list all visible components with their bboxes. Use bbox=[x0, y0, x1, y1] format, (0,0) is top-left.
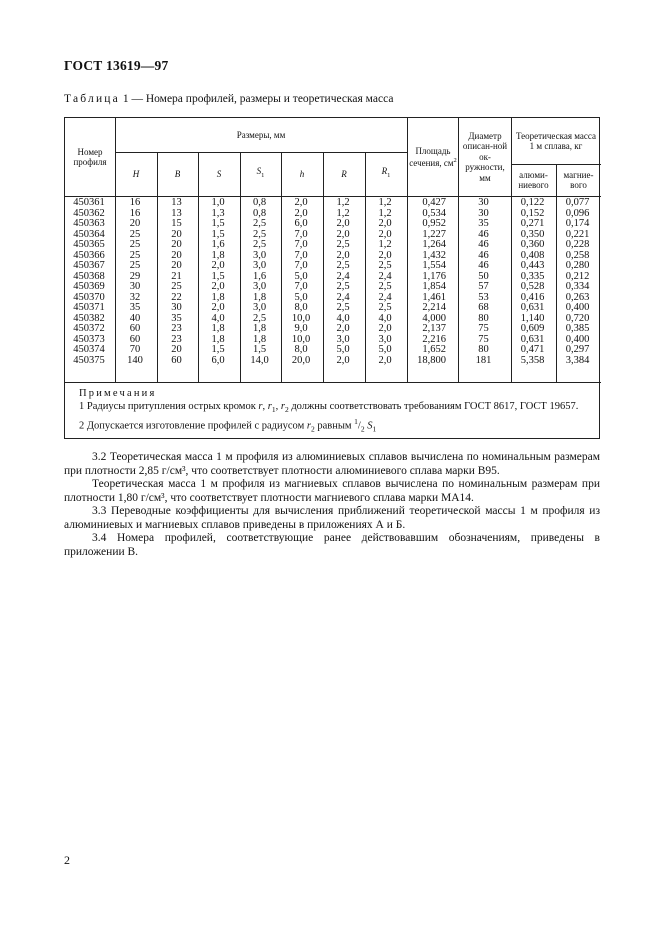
cell-h-6: 7,0 bbox=[294, 260, 308, 271]
header-S1 bbox=[240, 152, 281, 196]
cell-S-8: 2,0 bbox=[211, 281, 225, 292]
cell-S-0: 1,0 bbox=[211, 197, 225, 208]
cell-diameter-4: 46 bbox=[478, 239, 489, 250]
cell-S1-2: 2,5 bbox=[252, 218, 267, 229]
cell-H-15: 140 bbox=[127, 354, 143, 366]
table-caption-label: Таблица bbox=[64, 93, 120, 105]
cell-h-0: 2,0 bbox=[294, 197, 308, 208]
cell-magnesium-14: 0,297 bbox=[565, 344, 590, 355]
cell-h-10: 8,0 bbox=[294, 302, 308, 313]
cell-S1-5: 3,0 bbox=[252, 249, 267, 261]
cell-R1-2: 2,0 bbox=[378, 218, 392, 229]
cell-H-14: 70 bbox=[129, 344, 141, 355]
cell-profile-8: 450369 bbox=[73, 281, 105, 292]
cell-magnesium-0: 0,077 bbox=[565, 197, 590, 208]
note-1-r2: r bbox=[280, 400, 285, 412]
cell-R-3: 2,0 bbox=[336, 228, 350, 240]
cell-R1-12: 2,0 bbox=[378, 323, 392, 334]
cell-profile-7: 450368 bbox=[73, 270, 105, 282]
header-R bbox=[323, 152, 365, 196]
cell-magnesium-12: 0,385 bbox=[565, 323, 590, 334]
cell-R-9: 2,4 bbox=[336, 291, 350, 303]
column-diameter bbox=[457, 198, 510, 366]
cell-diameter-5: 46 bbox=[478, 249, 489, 261]
cell-R-1: 1,2 bbox=[336, 207, 350, 219]
cell-magnesium-10: 0,400 bbox=[565, 302, 590, 313]
cell-H-10: 35 bbox=[129, 302, 141, 313]
cell-area-13: 2,216 bbox=[422, 333, 446, 345]
cell-S1-9: 1,8 bbox=[252, 291, 267, 303]
cell-S-12: 1,8 bbox=[211, 323, 225, 334]
note-1-r: r bbox=[258, 400, 263, 412]
cell-R1-14: 5,0 bbox=[378, 344, 392, 355]
header-S bbox=[198, 152, 240, 196]
cell-profile-12: 450372 bbox=[73, 323, 105, 334]
header-H-label: H bbox=[132, 168, 140, 179]
cell-H-7: 29 bbox=[129, 270, 141, 282]
header-H bbox=[115, 152, 157, 196]
table-notes bbox=[67, 388, 597, 436]
cell-R1-9: 2,4 bbox=[378, 291, 392, 303]
cell-S-1: 1,3 bbox=[211, 207, 225, 219]
cell-R-7: 2,4 bbox=[336, 270, 350, 282]
cell-B-11: 35 bbox=[171, 312, 182, 324]
cell-S-9: 1,8 bbox=[211, 291, 225, 303]
cell-magnesium-4: 0,228 bbox=[565, 239, 590, 250]
cell-B-4: 20 bbox=[171, 239, 182, 250]
cell-H-6: 25 bbox=[129, 260, 141, 271]
cell-aluminum-4: 0,360 bbox=[520, 239, 545, 250]
paragraph-3-2: 3.2 Теоретическая масса 1 м профиля из алюминиевых сплавов вычислена по номинальным размерам при плотности 2,85 г/см³, что соответствует плотности алюминиевого сплава марки В95. bbox=[64, 451, 600, 477]
cell-R1-6: 2,5 bbox=[378, 260, 392, 271]
header-h bbox=[281, 152, 323, 196]
cell-S-13: 1,8 bbox=[211, 333, 225, 345]
cell-h-13: 10,0 bbox=[291, 333, 311, 345]
cell-S-11: 4,0 bbox=[211, 312, 225, 324]
cell-magnesium-8: 0,334 bbox=[565, 281, 590, 292]
cell-h-9: 5,0 bbox=[294, 291, 308, 303]
column-area bbox=[406, 198, 446, 366]
cell-aluminum-2: 0,271 bbox=[520, 218, 545, 229]
cell-aluminum-11: 1,140 bbox=[520, 312, 545, 324]
cell-aluminum-6: 0,443 bbox=[520, 260, 545, 271]
cell-diameter-11: 80 bbox=[478, 312, 489, 324]
cell-H-4: 25 bbox=[129, 239, 141, 250]
cell-R-6: 2,5 bbox=[336, 260, 350, 271]
cell-R-5: 2,0 bbox=[336, 249, 350, 261]
header-magnesium: магние-вого bbox=[563, 169, 594, 190]
cell-profile-10: 450371 bbox=[73, 302, 105, 313]
table-caption-text: 1 — Номера профилей, размеры и теоретическая масса bbox=[119, 93, 394, 105]
cell-magnesium-11: 0,720 bbox=[565, 312, 590, 324]
cell-R1-11: 4,0 bbox=[378, 312, 392, 324]
column-R1 bbox=[364, 198, 406, 366]
cell-profile-4: 450365 bbox=[73, 239, 105, 250]
cell-S1-13: 1,8 bbox=[252, 333, 267, 345]
cell-area-4: 1,264 bbox=[422, 239, 446, 250]
cell-h-14: 8,0 bbox=[294, 344, 308, 355]
note-2-r2-sub: 2 bbox=[310, 424, 315, 434]
header-h-label: h bbox=[299, 168, 305, 179]
column-magnesium bbox=[555, 198, 600, 366]
cell-area-6: 1,554 bbox=[422, 260, 446, 271]
column-H bbox=[114, 198, 156, 366]
cell-S-15: 6,0 bbox=[211, 354, 225, 366]
cell-magnesium-7: 0,212 bbox=[565, 270, 590, 282]
cell-area-9: 1,461 bbox=[422, 291, 446, 303]
cell-area-14: 1,652 bbox=[422, 344, 446, 355]
note-1 bbox=[67, 401, 597, 417]
cell-H-3: 25 bbox=[129, 228, 141, 240]
cell-R1-15: 2,0 bbox=[378, 354, 392, 366]
cell-area-3: 1,227 bbox=[422, 228, 446, 240]
cell-area-12: 2,137 bbox=[422, 323, 446, 334]
note-2-frac-num: 1 bbox=[354, 417, 358, 427]
cell-diameter-15: 181 bbox=[475, 354, 492, 366]
note-1-text-a: 1 Радиусы притупления острых кромок bbox=[79, 400, 259, 412]
cell-h-7: 5,0 bbox=[294, 270, 308, 282]
cell-S1-3: 2,5 bbox=[252, 228, 267, 240]
cell-aluminum-10: 0,631 bbox=[520, 302, 545, 313]
cell-aluminum-1: 0,152 bbox=[520, 207, 545, 219]
cell-area-1: 0,534 bbox=[422, 207, 446, 219]
cell-R1-8: 2,5 bbox=[378, 281, 392, 292]
cell-profile-14: 450374 bbox=[73, 344, 105, 355]
cell-S-14: 1,5 bbox=[211, 344, 225, 355]
cell-S1-14: 1,5 bbox=[252, 344, 267, 355]
cell-S-2: 1,5 bbox=[211, 218, 225, 229]
cell-R1-10: 2,5 bbox=[378, 302, 392, 313]
cell-diameter-10: 68 bbox=[478, 302, 489, 313]
cell-area-7: 1,176 bbox=[422, 270, 446, 282]
cell-S1-11: 2,5 bbox=[252, 312, 267, 324]
cell-H-2: 20 bbox=[129, 218, 141, 229]
cell-magnesium-5: 0,258 bbox=[565, 249, 590, 261]
header-S1-label: S bbox=[256, 166, 262, 177]
cell-diameter-7: 50 bbox=[478, 270, 489, 282]
cell-R-4: 2,5 bbox=[336, 239, 350, 250]
cell-H-11: 40 bbox=[129, 312, 141, 324]
cell-diameter-8: 57 bbox=[478, 281, 489, 292]
cell-R-8: 2,5 bbox=[336, 281, 350, 292]
cell-H-9: 32 bbox=[129, 291, 141, 303]
cell-R-10: 2,5 bbox=[336, 302, 350, 313]
note-2-frac-slash: / bbox=[357, 420, 361, 432]
cell-B-2: 15 bbox=[171, 218, 182, 229]
cell-profile-6: 450367 bbox=[73, 260, 105, 271]
cell-R1-0: 1,2 bbox=[378, 197, 392, 208]
header-B-label: B bbox=[174, 168, 181, 179]
cell-R-0: 1,2 bbox=[336, 197, 350, 208]
cell-B-9: 22 bbox=[171, 291, 182, 303]
cell-profile-15: 450375 bbox=[73, 354, 105, 366]
cell-R-15: 2,0 bbox=[336, 354, 350, 366]
cell-aluminum-8: 0,528 bbox=[520, 281, 545, 292]
cell-h-3: 7,0 bbox=[294, 228, 308, 240]
cell-aluminum-9: 0,416 bbox=[520, 291, 545, 303]
header-S-label: S bbox=[216, 168, 222, 179]
cell-S1-12: 1,8 bbox=[252, 323, 267, 334]
paragraph-magnesium-mass: Теоретическая масса 1 м профиля из магниевых сплавов вычислена по номинальным размерам при плотности 1,80 г/см³, что соответствует плотности магниевого сплава марки МА14. bbox=[64, 478, 600, 504]
cell-S-5: 1,8 bbox=[211, 249, 225, 261]
note-2-s: S bbox=[364, 420, 373, 432]
header-aluminum: алюми-ниевого bbox=[518, 169, 549, 190]
note-1-r1: r bbox=[267, 400, 272, 412]
cell-aluminum-12: 0,609 bbox=[520, 323, 545, 334]
rule-notes-top bbox=[65, 382, 601, 383]
cell-B-0: 13 bbox=[171, 197, 182, 208]
cell-area-2: 0,952 bbox=[422, 218, 446, 229]
column-R bbox=[322, 198, 364, 366]
cell-B-12: 23 bbox=[171, 323, 182, 334]
cell-area-10: 2,214 bbox=[422, 302, 446, 313]
cell-h-8: 7,0 bbox=[294, 281, 308, 292]
cell-profile-9: 450370 bbox=[73, 291, 105, 303]
cell-h-4: 7,0 bbox=[294, 239, 308, 250]
cell-S1-8: 3,0 bbox=[252, 281, 267, 292]
cell-h-1: 2,0 bbox=[294, 207, 308, 219]
body-text bbox=[64, 451, 600, 559]
cell-H-13: 60 bbox=[129, 333, 141, 345]
cell-area-15: 18,800 bbox=[417, 354, 446, 366]
cell-aluminum-7: 0,335 bbox=[520, 270, 545, 282]
note-2-frac-den: 2 bbox=[360, 424, 365, 434]
column-aluminum bbox=[510, 198, 555, 366]
column-S1 bbox=[239, 198, 280, 366]
cell-area-5: 1,432 bbox=[422, 249, 446, 261]
column-B bbox=[156, 198, 197, 366]
note-2-text-a: 2 Допускается изготовление профилей с радиусом bbox=[79, 420, 307, 432]
note-2-s-sub: 1 bbox=[372, 424, 377, 434]
note-2 bbox=[67, 416, 597, 436]
cell-profile-1: 450362 bbox=[73, 207, 105, 219]
cell-H-8: 30 bbox=[129, 281, 141, 292]
cell-diameter-6: 46 bbox=[478, 260, 489, 271]
cell-area-11: 4,000 bbox=[422, 312, 446, 324]
cell-R1-4: 1,2 bbox=[378, 239, 392, 250]
cell-diameter-14: 80 bbox=[478, 344, 489, 355]
cell-h-2: 6,0 bbox=[294, 218, 308, 229]
cell-magnesium-13: 0,400 bbox=[565, 333, 590, 345]
header-mass: Теоретическая масса 1 м сплава, кг bbox=[516, 130, 596, 151]
paragraph-3-3: 3.3 Переводные коэффициенты для вычисления приближений теоретической массы 1 м профиля из алюминиевых и магниевых сплавов приведены в приложениях А и Б. bbox=[64, 505, 600, 531]
cell-R-12: 2,0 bbox=[336, 323, 350, 334]
cell-profile-13: 450373 bbox=[73, 333, 105, 345]
cell-profile-11: 450382 bbox=[73, 312, 105, 324]
cell-magnesium-6: 0,280 bbox=[565, 260, 590, 271]
cell-magnesium-15: 3,384 bbox=[565, 354, 590, 366]
cell-S1-0: 0,8 bbox=[252, 197, 267, 208]
cell-diameter-13: 75 bbox=[478, 333, 489, 345]
paragraph-3-4: 3.4 Номера профилей, соответствующие ранее действовавшим обозначениям, приведены в приложении В. bbox=[64, 532, 600, 558]
cell-R1-1: 1,2 bbox=[378, 207, 392, 219]
cell-S-10: 2,0 bbox=[211, 302, 225, 313]
header-R1-label: R bbox=[381, 166, 388, 177]
cell-diameter-2: 35 bbox=[478, 218, 489, 229]
header-area-label: Площадь сечения, см bbox=[409, 145, 454, 168]
header-diameter: Диаметр описан-ной ок-ружности, мм bbox=[462, 130, 508, 183]
cell-H-1: 16 bbox=[129, 207, 141, 219]
cell-aluminum-5: 0,408 bbox=[520, 249, 545, 261]
cell-R1-13: 3,0 bbox=[378, 333, 392, 345]
cell-B-14: 20 bbox=[171, 344, 182, 355]
cell-B-10: 30 bbox=[171, 302, 182, 313]
cell-aluminum-3: 0,350 bbox=[520, 228, 545, 240]
cell-h-12: 9,0 bbox=[294, 323, 308, 334]
cell-R-14: 5,0 bbox=[336, 344, 350, 355]
cell-aluminum-15: 5,358 bbox=[520, 354, 545, 366]
cell-S1-4: 2,5 bbox=[252, 239, 267, 250]
cell-area-0: 0,427 bbox=[422, 197, 446, 208]
cell-profile-0: 450361 bbox=[73, 197, 105, 208]
cell-B-8: 25 bbox=[171, 281, 182, 292]
cell-B-13: 23 bbox=[171, 333, 182, 345]
cell-R1-3: 2,0 bbox=[378, 228, 392, 240]
header-profile-no: Номер профиля bbox=[73, 146, 107, 167]
cell-area-8: 1,854 bbox=[422, 281, 446, 292]
column-S bbox=[197, 198, 239, 366]
cell-R1-7: 2,4 bbox=[378, 270, 392, 282]
header-S1-sub: 1 bbox=[261, 172, 265, 180]
cell-S-4: 1,6 bbox=[211, 239, 225, 250]
column-h bbox=[280, 198, 322, 366]
column-profile bbox=[64, 198, 114, 366]
cell-profile-2: 450363 bbox=[73, 218, 105, 229]
cell-magnesium-3: 0,221 bbox=[565, 228, 590, 240]
cell-diameter-3: 46 bbox=[478, 228, 489, 240]
note-1-text-b: должны соответствовать требованиям ГОСТ 8617, ГОСТ 19657. bbox=[288, 400, 579, 412]
cell-R-2: 2,0 bbox=[336, 218, 350, 229]
table-caption bbox=[64, 93, 393, 105]
header-dimensions: Размеры, мм bbox=[236, 129, 286, 140]
cell-S-3: 1,5 bbox=[211, 228, 225, 240]
cell-S-6: 2,0 bbox=[211, 260, 225, 271]
cell-h-11: 10,0 bbox=[291, 312, 311, 324]
cell-S1-10: 3,0 bbox=[252, 302, 267, 313]
cell-magnesium-2: 0,174 bbox=[565, 218, 590, 229]
note-1-r1-sub: 1 bbox=[271, 404, 276, 414]
note-2-r2: r bbox=[306, 420, 311, 432]
cell-S1-1: 0,8 bbox=[252, 207, 267, 219]
note-1-comma: , bbox=[262, 400, 268, 412]
cell-S1-15: 14,0 bbox=[250, 354, 269, 366]
cell-h-5: 7,0 bbox=[294, 249, 308, 261]
cell-S-7: 1,5 bbox=[211, 270, 225, 282]
cell-H-12: 60 bbox=[129, 323, 141, 334]
cell-aluminum-13: 0,631 bbox=[520, 333, 545, 345]
header-R1 bbox=[365, 152, 407, 196]
cell-S1-6: 3,0 bbox=[252, 260, 267, 271]
cell-B-5: 20 bbox=[171, 249, 182, 261]
cell-diameter-0: 30 bbox=[478, 197, 489, 208]
header-B bbox=[157, 152, 198, 196]
cell-h-15: 20,0 bbox=[291, 354, 311, 366]
notes-title: Примечания bbox=[79, 388, 157, 399]
cell-R1-5: 2,0 bbox=[378, 249, 392, 261]
document-header: ГОСТ 13619—97 bbox=[64, 58, 169, 73]
cell-H-0: 16 bbox=[129, 197, 141, 208]
cell-aluminum-14: 0,471 bbox=[520, 344, 545, 355]
header-area bbox=[409, 118, 457, 196]
cell-diameter-1: 30 bbox=[478, 207, 489, 219]
note-2-text-b: равным bbox=[314, 420, 355, 432]
cell-B-7: 21 bbox=[171, 270, 182, 282]
cell-magnesium-1: 0,096 bbox=[565, 207, 590, 219]
cell-aluminum-0: 0,122 bbox=[520, 197, 545, 208]
cell-R-13: 3,0 bbox=[336, 333, 350, 345]
cell-B-1: 13 bbox=[171, 207, 182, 219]
cell-S1-7: 1,6 bbox=[252, 270, 267, 282]
cell-profile-5: 450366 bbox=[73, 249, 105, 261]
cell-magnesium-9: 0,263 bbox=[565, 291, 590, 303]
cell-diameter-9: 53 bbox=[478, 291, 489, 303]
cell-B-15: 60 bbox=[171, 354, 182, 366]
header-area-sup: 2 bbox=[453, 157, 457, 164]
page-number: 2 bbox=[64, 853, 70, 867]
cell-B-6: 20 bbox=[171, 260, 182, 271]
cell-diameter-12: 75 bbox=[478, 323, 489, 334]
header-R1-sub: 1 bbox=[387, 172, 391, 180]
note-1-comma2: , bbox=[275, 400, 281, 412]
cell-profile-3: 450364 bbox=[73, 228, 105, 240]
header-R-label: R bbox=[341, 168, 347, 179]
cell-B-3: 20 bbox=[171, 228, 182, 240]
cell-H-5: 25 bbox=[129, 249, 141, 261]
cell-R-11: 4,0 bbox=[336, 312, 350, 324]
note-1-r2-sub: 2 bbox=[284, 404, 289, 414]
